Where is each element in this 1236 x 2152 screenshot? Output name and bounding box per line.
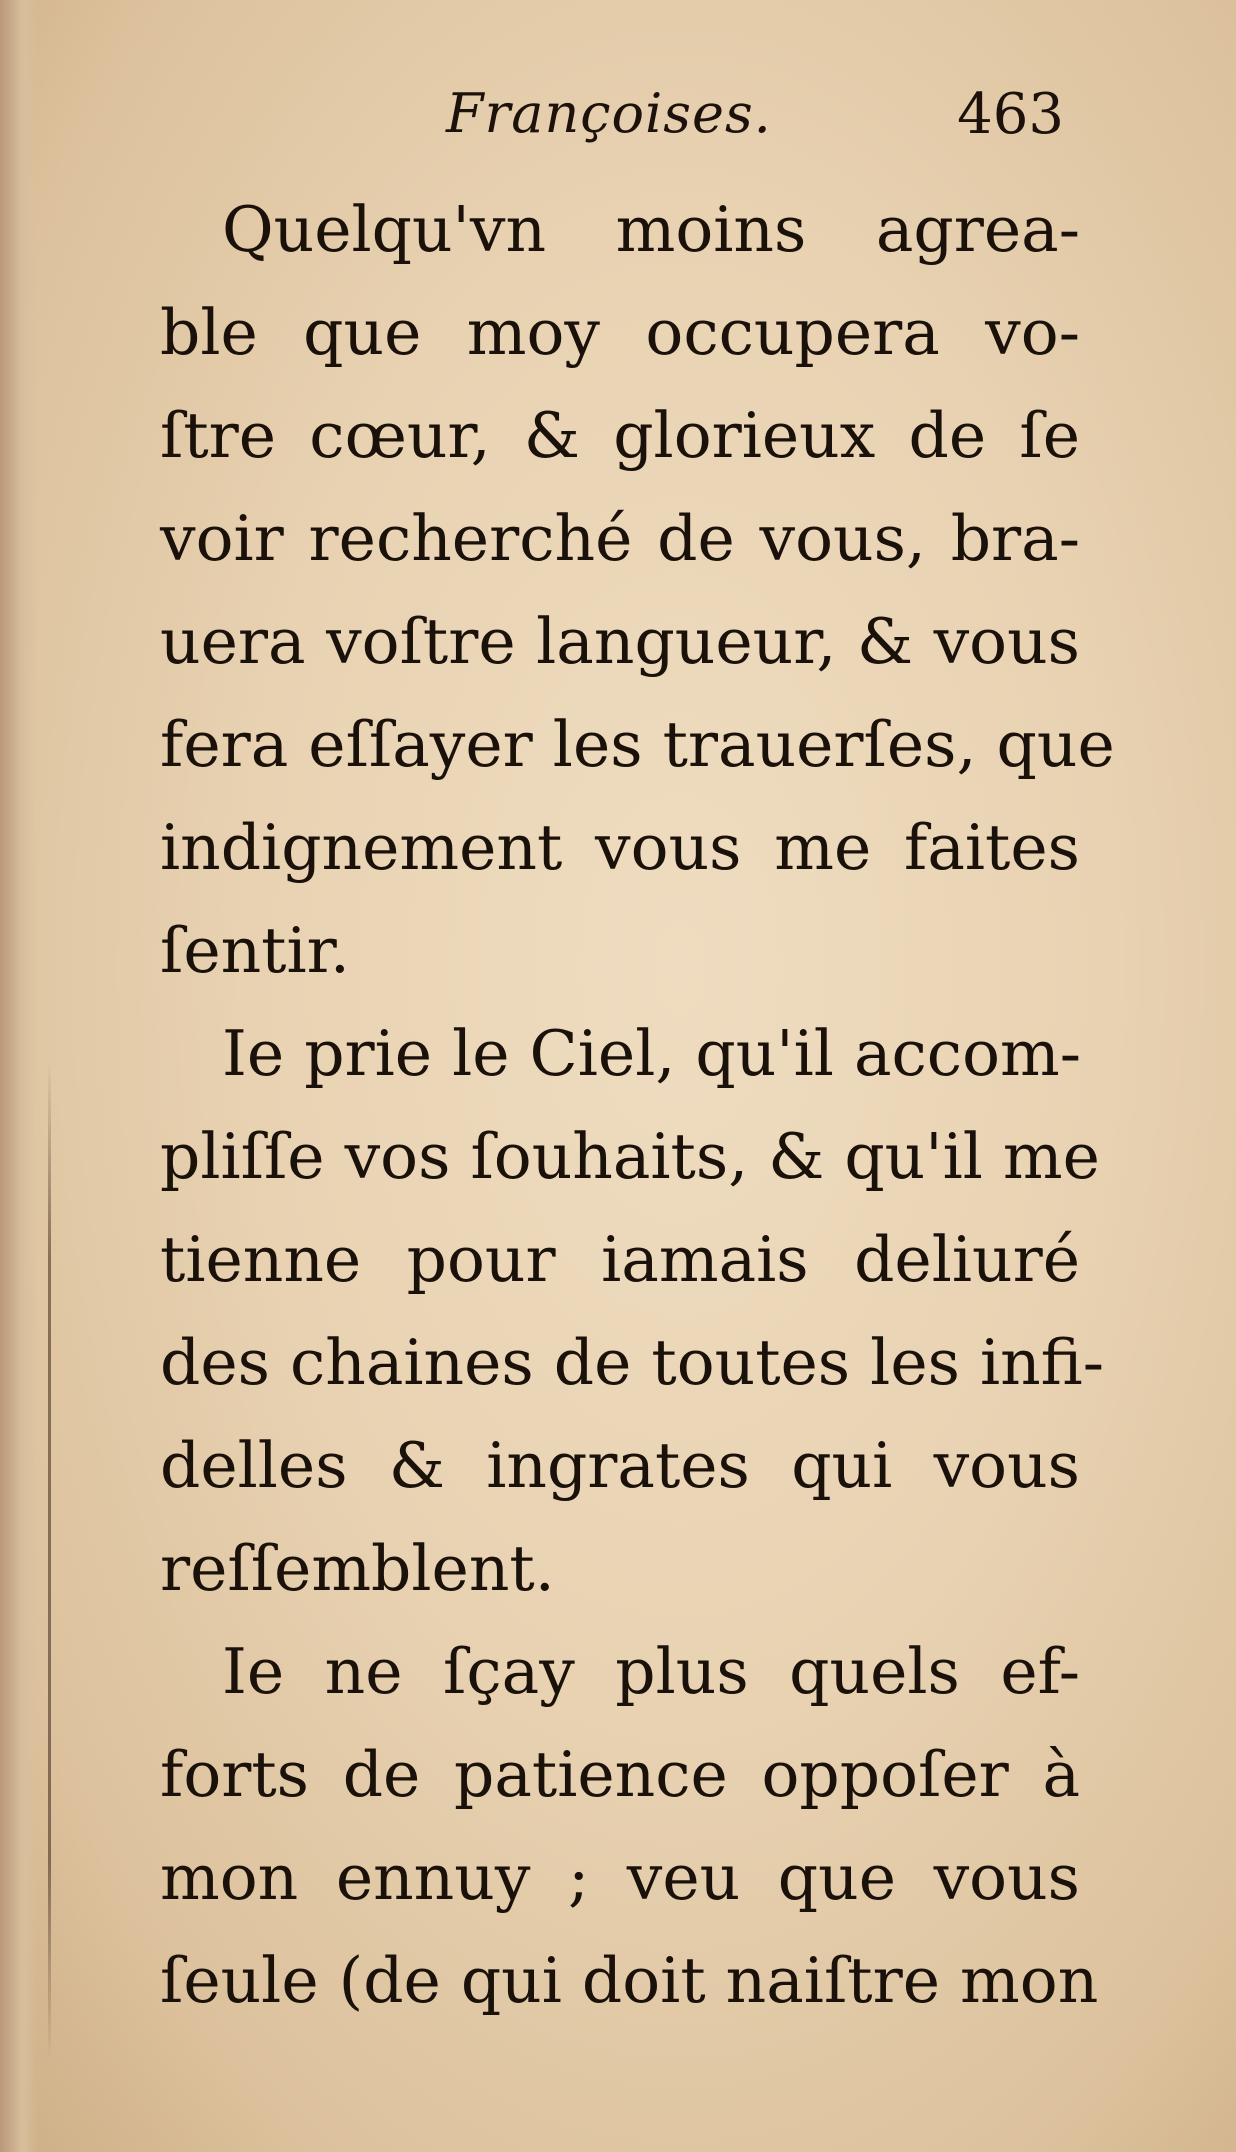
text-line: indignement vous me faites (160, 811, 1080, 884)
text-line: Ie ne ſçay plus quels ef- (222, 1635, 1080, 1708)
text-line: mon ennuy ; veu que vous (160, 1841, 1080, 1914)
text-line: fera eſſayer les trauerſes, que (160, 708, 1115, 781)
paragraph (160, 1002, 1104, 1620)
text-line: Quelqu'vn moins agrea- (222, 193, 1080, 266)
body-text (160, 178, 1115, 2032)
text-line: des chaines de toutes les infi- (160, 1326, 1104, 1399)
text-line: ble que moy occupera vo- (160, 296, 1080, 369)
paragraph (160, 1620, 1099, 2032)
text-line: reſſemblent. (160, 1532, 555, 1605)
page-edge-line (48, 1060, 51, 2060)
page-number: 463 (957, 82, 1064, 147)
text-line: ſeule (de qui doit naiſtre mon (160, 1944, 1099, 2017)
text-line: ſtre cœur, & glorieux de ſe (160, 399, 1080, 472)
text-line: ſentir. (160, 914, 350, 987)
text-line: forts de patience oppoſer à (160, 1738, 1080, 1811)
text-line: tienne pour iamais deliuré (160, 1223, 1080, 1296)
text-line: delles & ingrates qui vous (160, 1429, 1080, 1502)
text-line: pliſſe vos ſouhaits, & qu'il me (160, 1120, 1100, 1193)
page-header (160, 82, 1080, 162)
text-line: voir recherché de vous, bra- (160, 502, 1080, 575)
text-line: Ie prie le Ciel, qu'il accom- (222, 1017, 1082, 1090)
paragraph (160, 178, 1115, 1002)
running-head: Françoises. (446, 82, 772, 145)
spine-shadow (0, 0, 38, 2152)
text-line: uera voſtre langueur, & vous (160, 605, 1080, 678)
